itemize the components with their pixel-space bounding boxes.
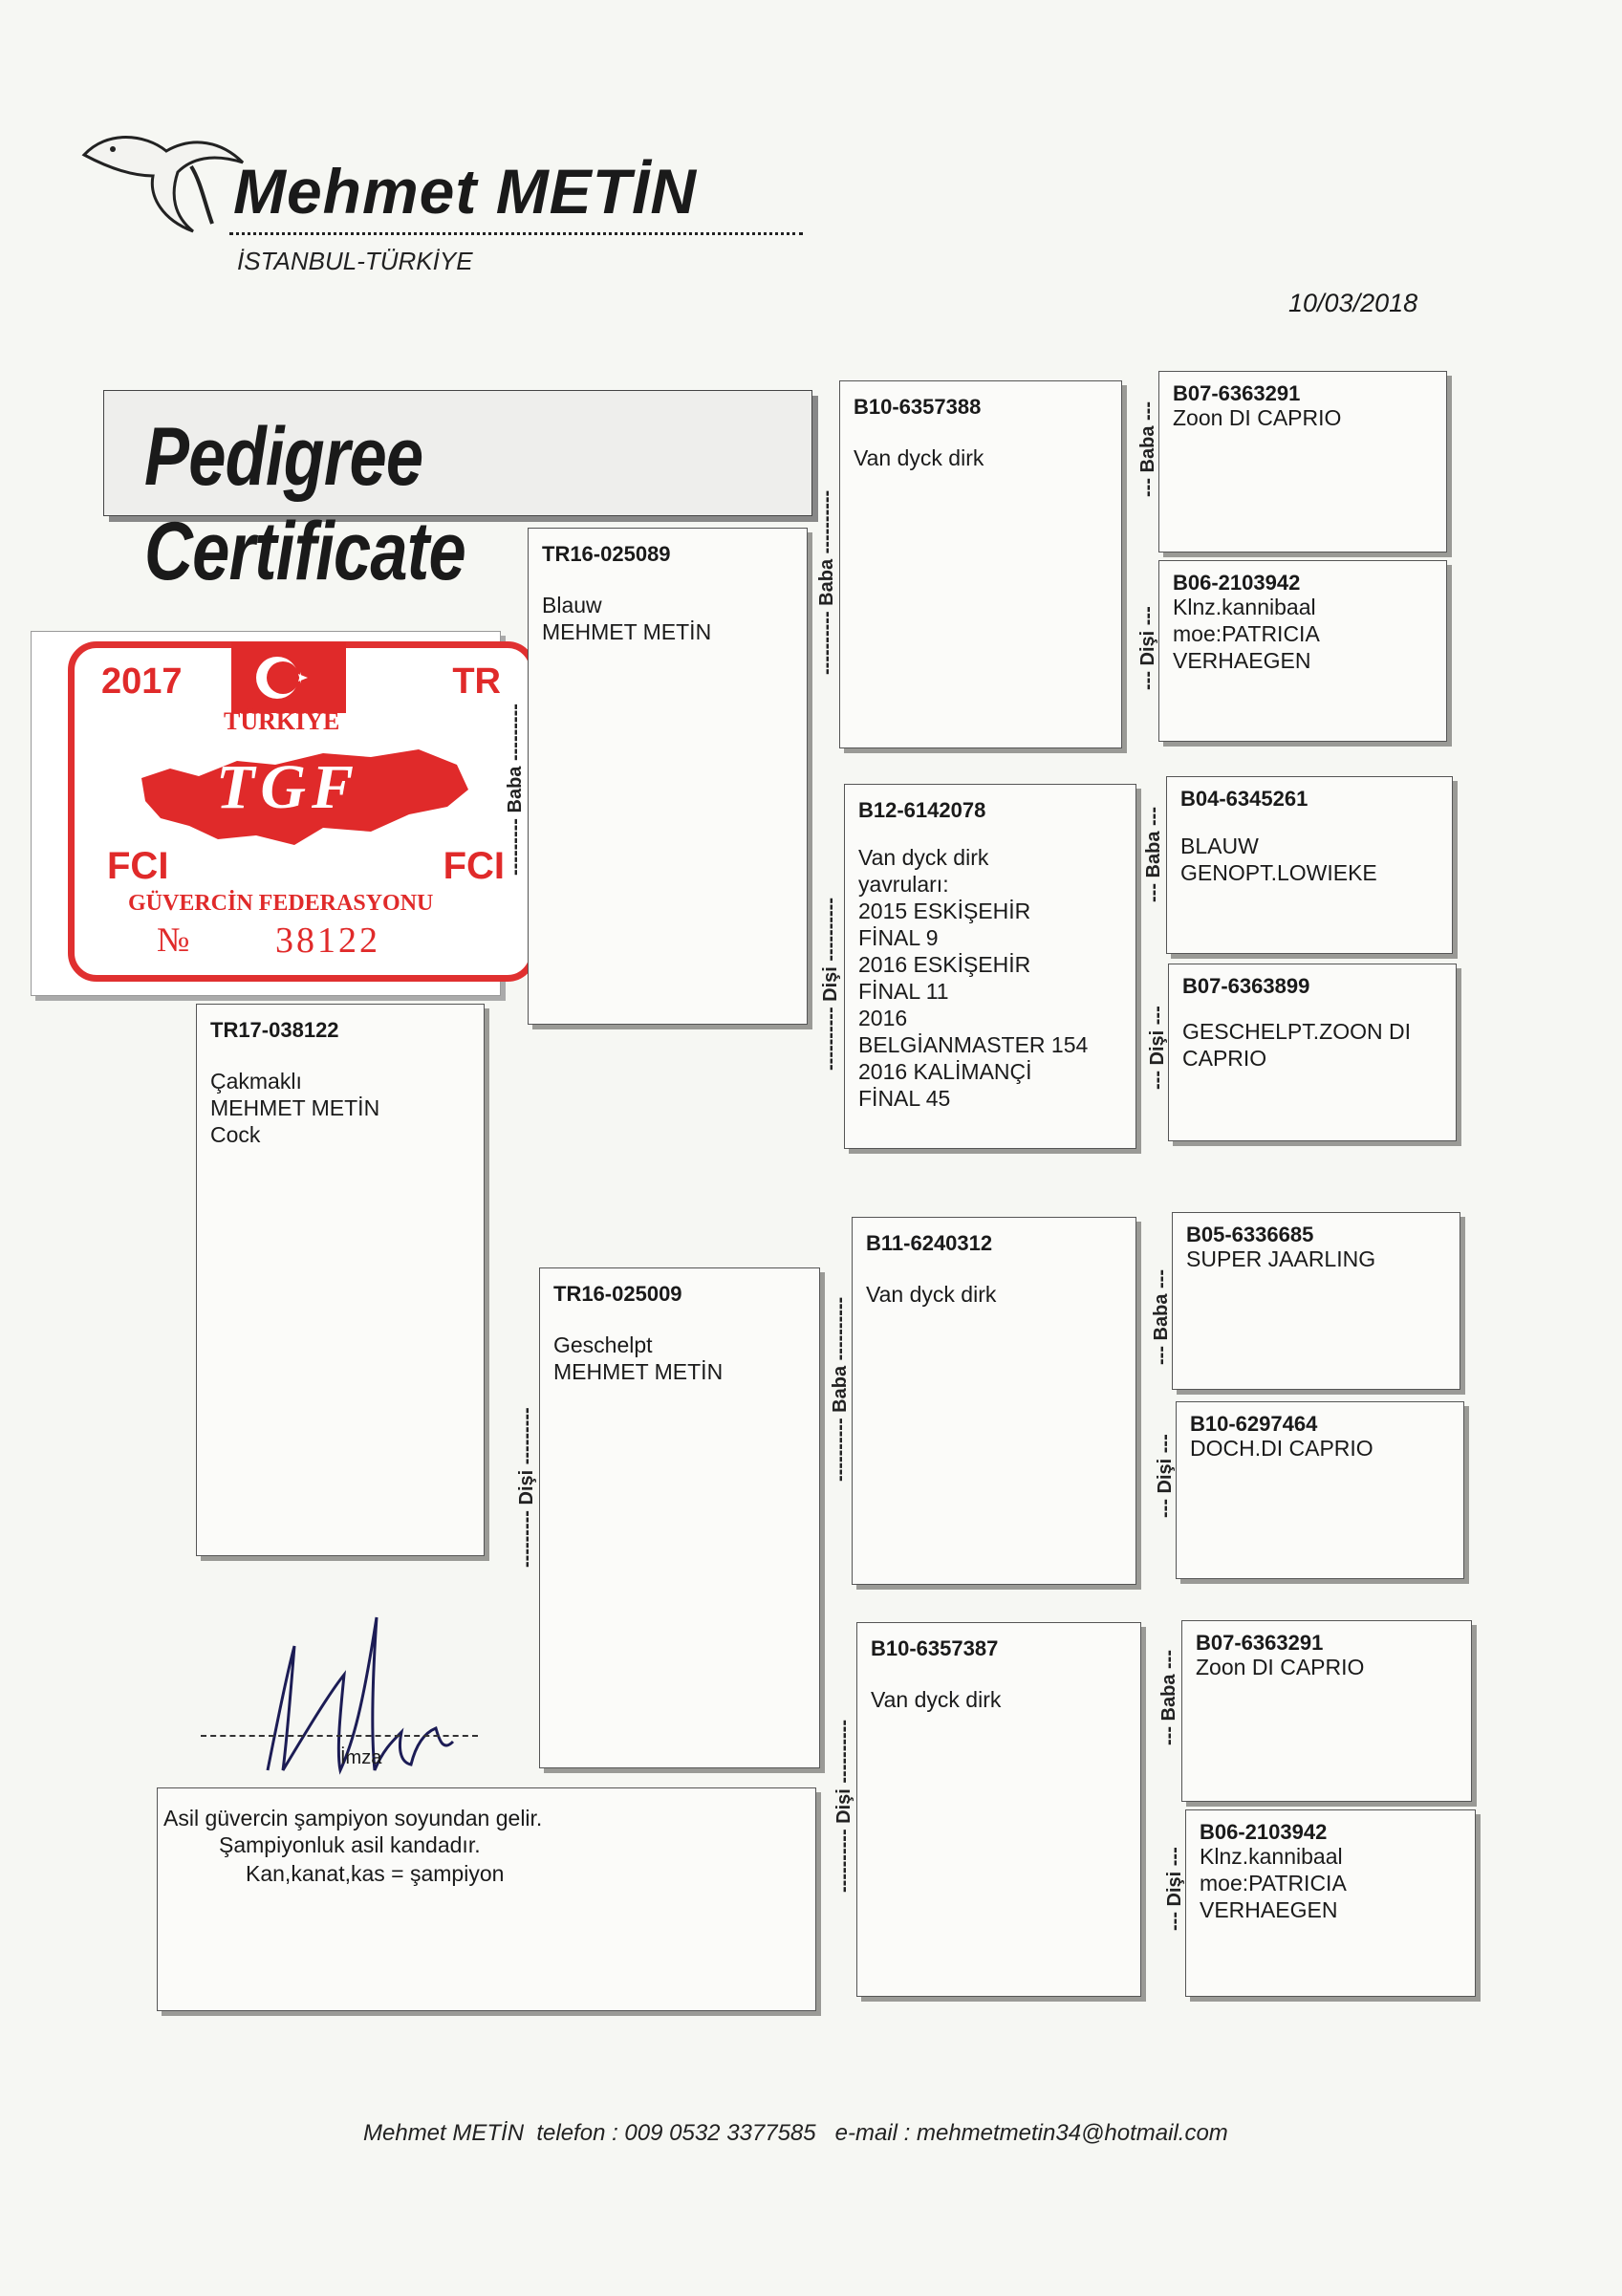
parent-details: Blauw MEHMET METİN <box>542 593 712 644</box>
note-box <box>157 1787 816 2011</box>
great-grandparent-ring: B06-2103942 <box>1200 1820 1328 1844</box>
stamp-acronym: TGF <box>216 752 359 822</box>
great-grandparent-ring: B05-6336685 <box>1186 1223 1314 1246</box>
stamp-number: 38122 <box>275 921 380 961</box>
great-grandparent-box <box>1185 1809 1476 1997</box>
great-grandparent-details: SUPER JAARLING <box>1186 1246 1376 1271</box>
relation-label: --------- Baba --------- <box>505 704 526 876</box>
turkish-flag-icon <box>231 642 346 713</box>
note-line: Kan,kanat,kas = şampiyon <box>246 1861 505 1886</box>
great-grandparent-details: BLAUW GENOPT.LOWIEKE <box>1180 834 1377 885</box>
great-grandparent-details: Zoon DI CAPRIO <box>1196 1655 1365 1679</box>
signature-label: İmza <box>340 1747 382 1768</box>
brand-underline <box>229 232 803 235</box>
great-grandparent-box <box>1176 1401 1464 1579</box>
grandparent-ring: B10-6357388 <box>854 395 982 419</box>
relation-label: ---------- Dişi ---------- <box>833 1720 854 1893</box>
great-grandparent-box <box>1158 560 1447 742</box>
grandparent-details: Van dyck dirk <box>854 445 984 470</box>
tgf-stamp <box>31 631 505 996</box>
relation-label: ---------- Baba ---------- <box>830 1296 851 1482</box>
footer-contact: Mehmet METİN telefon : 009 0532 3377585 e-mail : mehmetmetin34@hotmail.com <box>363 2120 1228 2146</box>
parent-box <box>539 1267 820 1768</box>
relation-label: --- Baba --- <box>1137 401 1158 497</box>
subject-details: Çakmaklı MEHMET METİN Cock <box>210 1069 380 1147</box>
great-grandparent-box <box>1158 371 1447 552</box>
grandparent-box <box>852 1217 1136 1585</box>
stamp-country: TÜRKİYE <box>224 707 340 735</box>
signature-line <box>201 1735 478 1737</box>
great-grandparent-details: Klnz.kannibaal moe:PATRICIA VERHAEGEN <box>1173 595 1320 673</box>
relation-label: ---------- Dişi ---------- <box>820 898 841 1071</box>
grandparent-details: Van dyck dirk <box>871 1687 1002 1712</box>
great-grandparent-details: Zoon DI CAPRIO <box>1173 405 1342 430</box>
grandparent-box <box>844 784 1136 1149</box>
great-grandparent-ring: B07-6363291 <box>1173 381 1301 405</box>
brand-city: İSTANBUL-TÜRKİYE <box>237 247 473 275</box>
relation-label: ---------- Baba ---------- <box>816 489 837 675</box>
stamp-country-code: TR <box>452 661 501 702</box>
great-grandparent-details: GESCHELPT.ZOON DI CAPRIO <box>1182 1019 1411 1071</box>
great-grandparent-ring: B04-6345261 <box>1180 787 1308 811</box>
relation-label: --------- Dişi --------- <box>516 1407 537 1568</box>
relation-label: --- Dişi --- <box>1164 1847 1185 1931</box>
relation-label: --- Baba --- <box>1151 1269 1172 1365</box>
grandparent-ring: B11-6240312 <box>866 1231 993 1255</box>
grandparent-details: Van dyck dirk yavruları: 2015 ESKİŞEHİR FİNAL 9 2016 ESKİŞEHİR FİNAL 11 2016 BELGİANMASTER 154 2016 KALİMANÇİ FİNAL 45 <box>858 845 1089 1111</box>
great-grandparent-ring: B07-6363899 <box>1182 974 1310 998</box>
great-grandparent-box <box>1181 1620 1472 1802</box>
grandparent-box <box>856 1622 1141 1997</box>
stamp-fci-left: FCI <box>107 845 169 887</box>
parent-box <box>528 528 808 1025</box>
great-grandparent-box <box>1166 776 1453 954</box>
grandparent-box <box>839 380 1122 748</box>
brand-name: Mehmet METİN <box>233 156 698 227</box>
great-grandparent-ring: B06-2103942 <box>1173 571 1301 595</box>
grandparent-details: Van dyck dirk <box>866 1282 997 1307</box>
page-title: Pedigree Certificate <box>103 390 812 516</box>
great-grandparent-ring: B07-6363291 <box>1196 1631 1324 1655</box>
note-line: Şampiyonluk asil kandadır. <box>219 1832 481 1857</box>
subject-box <box>196 1004 485 1556</box>
stamp-federation: GÜVERCİN FEDERASYONU <box>128 891 434 916</box>
relation-label: --- Dişi --- <box>1147 1006 1168 1090</box>
parent-details: Geschelpt MEHMET METİN <box>553 1332 724 1384</box>
great-grandparent-details: DOCH.DI CAPRIO <box>1190 1436 1373 1461</box>
stamp-number-label: № <box>157 921 190 959</box>
grandparent-ring: B12-6142078 <box>858 798 986 822</box>
great-grandparent-box <box>1168 964 1457 1141</box>
relation-label: --- Dişi --- <box>1155 1434 1176 1518</box>
great-grandparent-details: Klnz.kannibaal moe:PATRICIA VERHAEGEN <box>1200 1844 1347 1922</box>
parent-ring: TR16-025089 <box>542 542 671 566</box>
dove-logo-icon <box>78 124 250 239</box>
stamp-year: 2017 <box>101 661 183 702</box>
certificate-date: 10/03/2018 <box>1288 289 1418 317</box>
great-grandparent-ring: B10-6297464 <box>1190 1412 1318 1436</box>
relation-label: --- Baba --- <box>1158 1650 1179 1745</box>
subject-ring: TR17-038122 <box>210 1018 339 1042</box>
parent-ring: TR16-025009 <box>553 1282 682 1306</box>
note-line: Asil güvercin şampiyon soyundan gelir. <box>163 1806 543 1830</box>
relation-label: --- Baba --- <box>1143 807 1164 902</box>
stamp-fci-right: FCI <box>443 845 505 887</box>
relation-label: --- Dişi --- <box>1137 606 1158 690</box>
great-grandparent-box <box>1172 1212 1460 1390</box>
grandparent-ring: B10-6357387 <box>871 1636 999 1660</box>
